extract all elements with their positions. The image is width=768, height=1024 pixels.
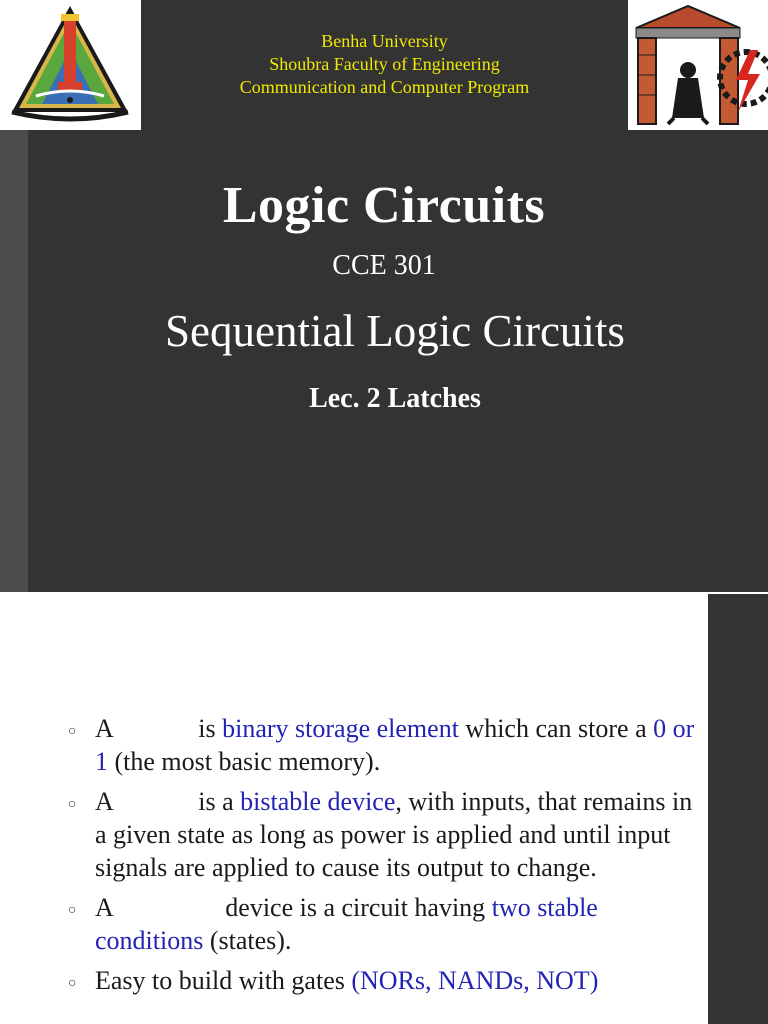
bullet-list (60, 712, 710, 1004)
bullet-text: A (95, 714, 114, 743)
lecture-label: Lec. 2 Latches (309, 383, 481, 414)
bullet-highlight: bistable device (240, 787, 396, 816)
course-code: CCE 301 (332, 250, 436, 281)
bullet-text: A (95, 893, 114, 922)
bullet-text: (the most basic memory). (114, 747, 381, 776)
header-line-university: Benha University (321, 31, 448, 51)
bullet-text: , with inputs, that remains in a given state as long as power is applied and until input signals are applied to cause its output to change. (95, 787, 693, 882)
bullet-text: which can store a (465, 714, 647, 743)
header-line-faculty: Shoubra Faculty of Engineering (269, 54, 500, 74)
bullet-icon: ○ (68, 976, 77, 991)
bullet-text: device is a circuit having (225, 893, 486, 922)
bullet-text: (states). (209, 926, 292, 955)
faculty-engineering-logo-icon (628, 0, 768, 130)
list-item (60, 891, 710, 957)
side-accent-bar (708, 594, 768, 1024)
benha-university-logo (0, 0, 141, 130)
institution-header (141, 30, 628, 99)
bullet-text: is (198, 714, 216, 743)
university-seal-icon (0, 0, 141, 130)
slide-title: Logic Circuits (222, 177, 546, 234)
list-item (60, 785, 710, 884)
bullet-highlight: (NORs, NANDs, NOT) (351, 966, 599, 995)
header-line-program: Communication and Computer Program (239, 77, 530, 97)
bullet-icon: ○ (68, 724, 77, 739)
bullet-text: A (95, 787, 114, 816)
slide-subtitle: Sequential Logic Circuits (165, 306, 625, 356)
bullet-text: is a (198, 787, 234, 816)
bullet-text: Easy to build with gates (95, 966, 345, 995)
list-item (60, 712, 710, 778)
bullet-highlight: binary storage element (222, 714, 459, 743)
bullet-highlight: 0 or 1 (95, 714, 695, 776)
list-item (60, 964, 710, 997)
faculty-logo (628, 0, 768, 130)
bullet-highlight: two stable conditions (95, 893, 598, 955)
bullet-icon: ○ (68, 903, 77, 918)
bullet-icon: ○ (68, 797, 77, 812)
